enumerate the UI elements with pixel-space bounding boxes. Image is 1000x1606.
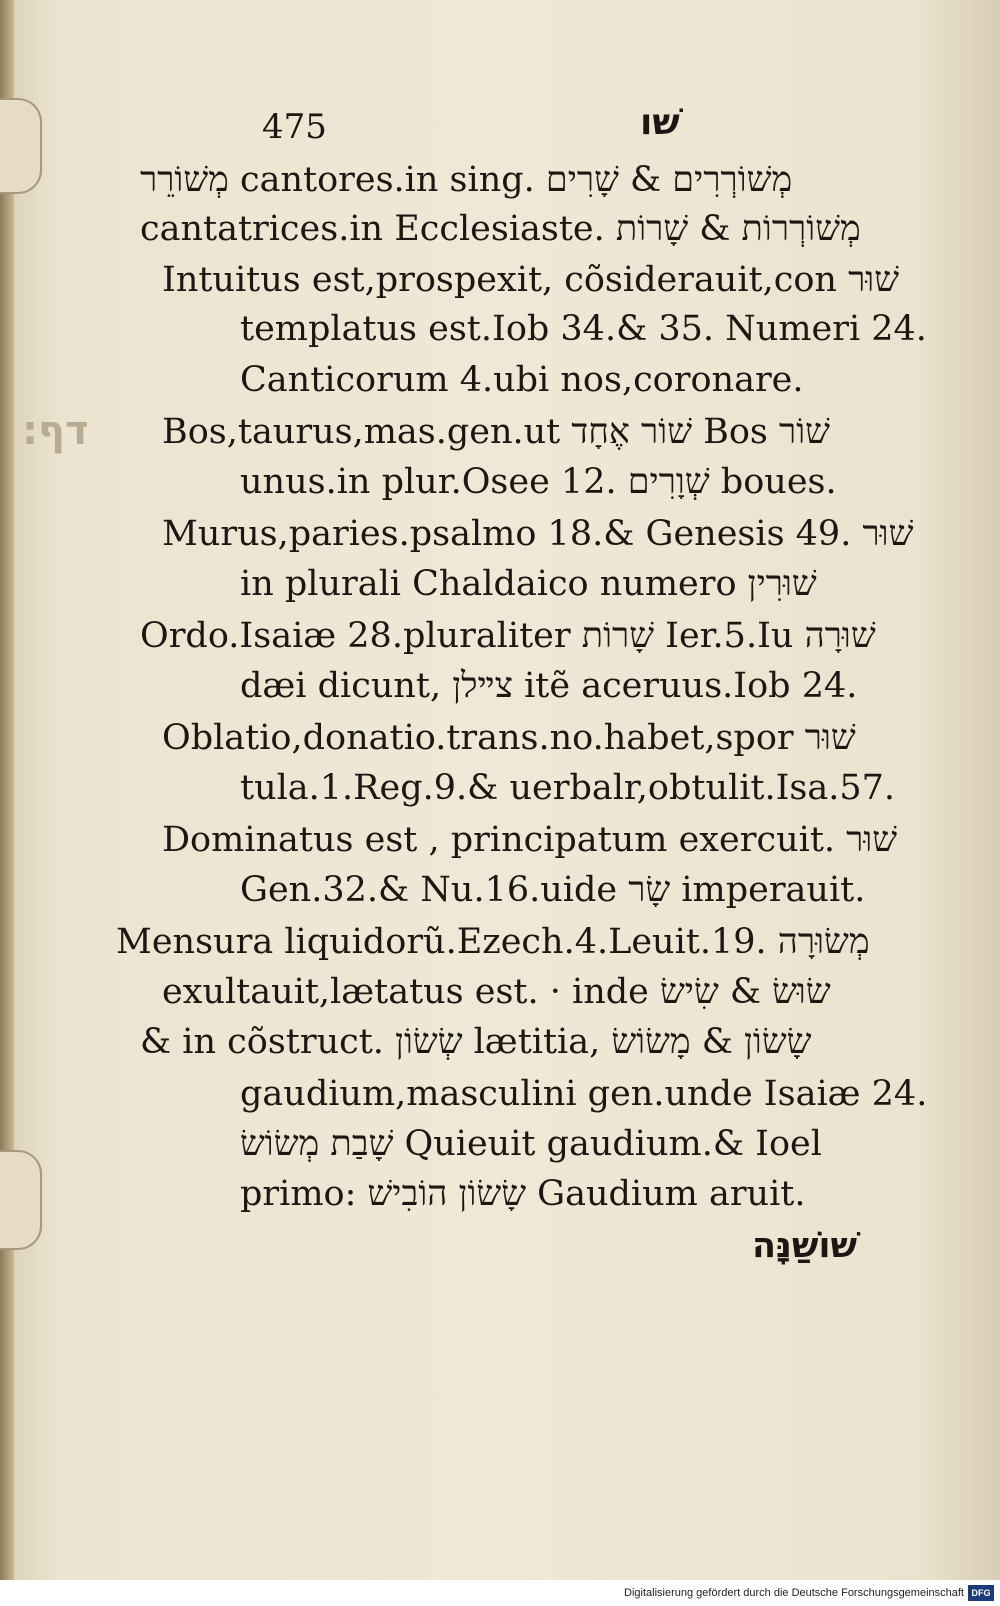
text-line-3: Intuitus est,prospexit, cõsiderauit,con שׁוּר bbox=[162, 260, 900, 300]
text-line-10: Ordo.Isaiæ 28.pluraliter שָׁרוֹת Ier.5.Iu שׁוּרָה bbox=[140, 616, 876, 656]
text-line-12: Oblatio,donatio.trans.no.habet,spor שׁוּר bbox=[162, 718, 856, 758]
catchword: שׁוֹשַׁנָּה bbox=[752, 1226, 857, 1266]
dfg-logo: DFG bbox=[968, 1585, 994, 1601]
text-line-9: in plurali Chaldaico numero שׁוּרִין bbox=[240, 564, 817, 604]
text-line-6: Bos,taurus,mas.gen.ut שׁוֹר אֶחָד Bos שׁוֹר bbox=[162, 412, 830, 452]
text-line-7: unus.in plur.Osee 12. שְׁוָרִים boues. bbox=[240, 462, 837, 502]
text-line-19: gaudium,masculini gen.unde Isaiæ 24. bbox=[240, 1074, 928, 1114]
margin-note: דף: bbox=[22, 408, 89, 454]
text-line-5: Canticorum 4.ubi nos,coronare. bbox=[240, 360, 804, 400]
text-line-18: & in cõstruct. שְׂשׂוֹן lætitia, שָׂשׂוֹן & מָשׂוֹשׂ bbox=[140, 1022, 812, 1062]
page-binding-edge bbox=[0, 0, 14, 1580]
footer-bar bbox=[0, 1580, 1000, 1606]
page-number: 475 bbox=[262, 107, 327, 147]
page-tab-top bbox=[0, 98, 42, 194]
text-line-11: dæi dicunt, צײלן itẽ aceruus.Iob 24. bbox=[240, 666, 858, 706]
text-line-13: tula.1.Reg.9.& uerbalr,obtulit.Isa.57. bbox=[240, 768, 896, 808]
text-line-2: cantatrices.in Ecclesiaste. מְשׁוֹרְרוֹת & שָׁרוֹת bbox=[140, 209, 861, 249]
text-line-20: שָׁבַת מְשׂוֹשׂ Quieuit gaudium.& Ioel bbox=[240, 1124, 822, 1164]
text-line-1: מְשׁוֹרֵר cantores.in sing. מְשׁוֹרְרִים & שָׁרִים bbox=[140, 160, 793, 200]
text-line-8: Murus,paries.psalmo 18.& Genesis 49. שׁוּר bbox=[162, 514, 914, 554]
text-line-21: primo: שָׂשׂוֹן הוֹבִישׁ Gaudium aruit. bbox=[240, 1174, 806, 1214]
text-line-15: Gen.32.& Nu.16.uide שָׂר imperauit. bbox=[240, 870, 866, 910]
text-line-14: Dominatus est , principatum exercuit. שׁוּר bbox=[162, 820, 898, 860]
text-line-16: Mensura liquidorũ.Ezech.4.Leuit.19. מְשׂוּרָה bbox=[116, 922, 870, 962]
footer-credit: Digitalisierung gefördert durch die Deutsche Forschungsgemeinschaft bbox=[624, 1587, 964, 1599]
text-line-4: templatus est.Iob 34.& 35. Numeri 24. bbox=[240, 309, 927, 349]
running-head: שׁו bbox=[640, 102, 680, 143]
text-line-17: exultauit,lætatus est. · inde שׂוּשׂ & שִׂישׂ bbox=[162, 972, 831, 1012]
page-tab-bottom bbox=[0, 1150, 42, 1250]
